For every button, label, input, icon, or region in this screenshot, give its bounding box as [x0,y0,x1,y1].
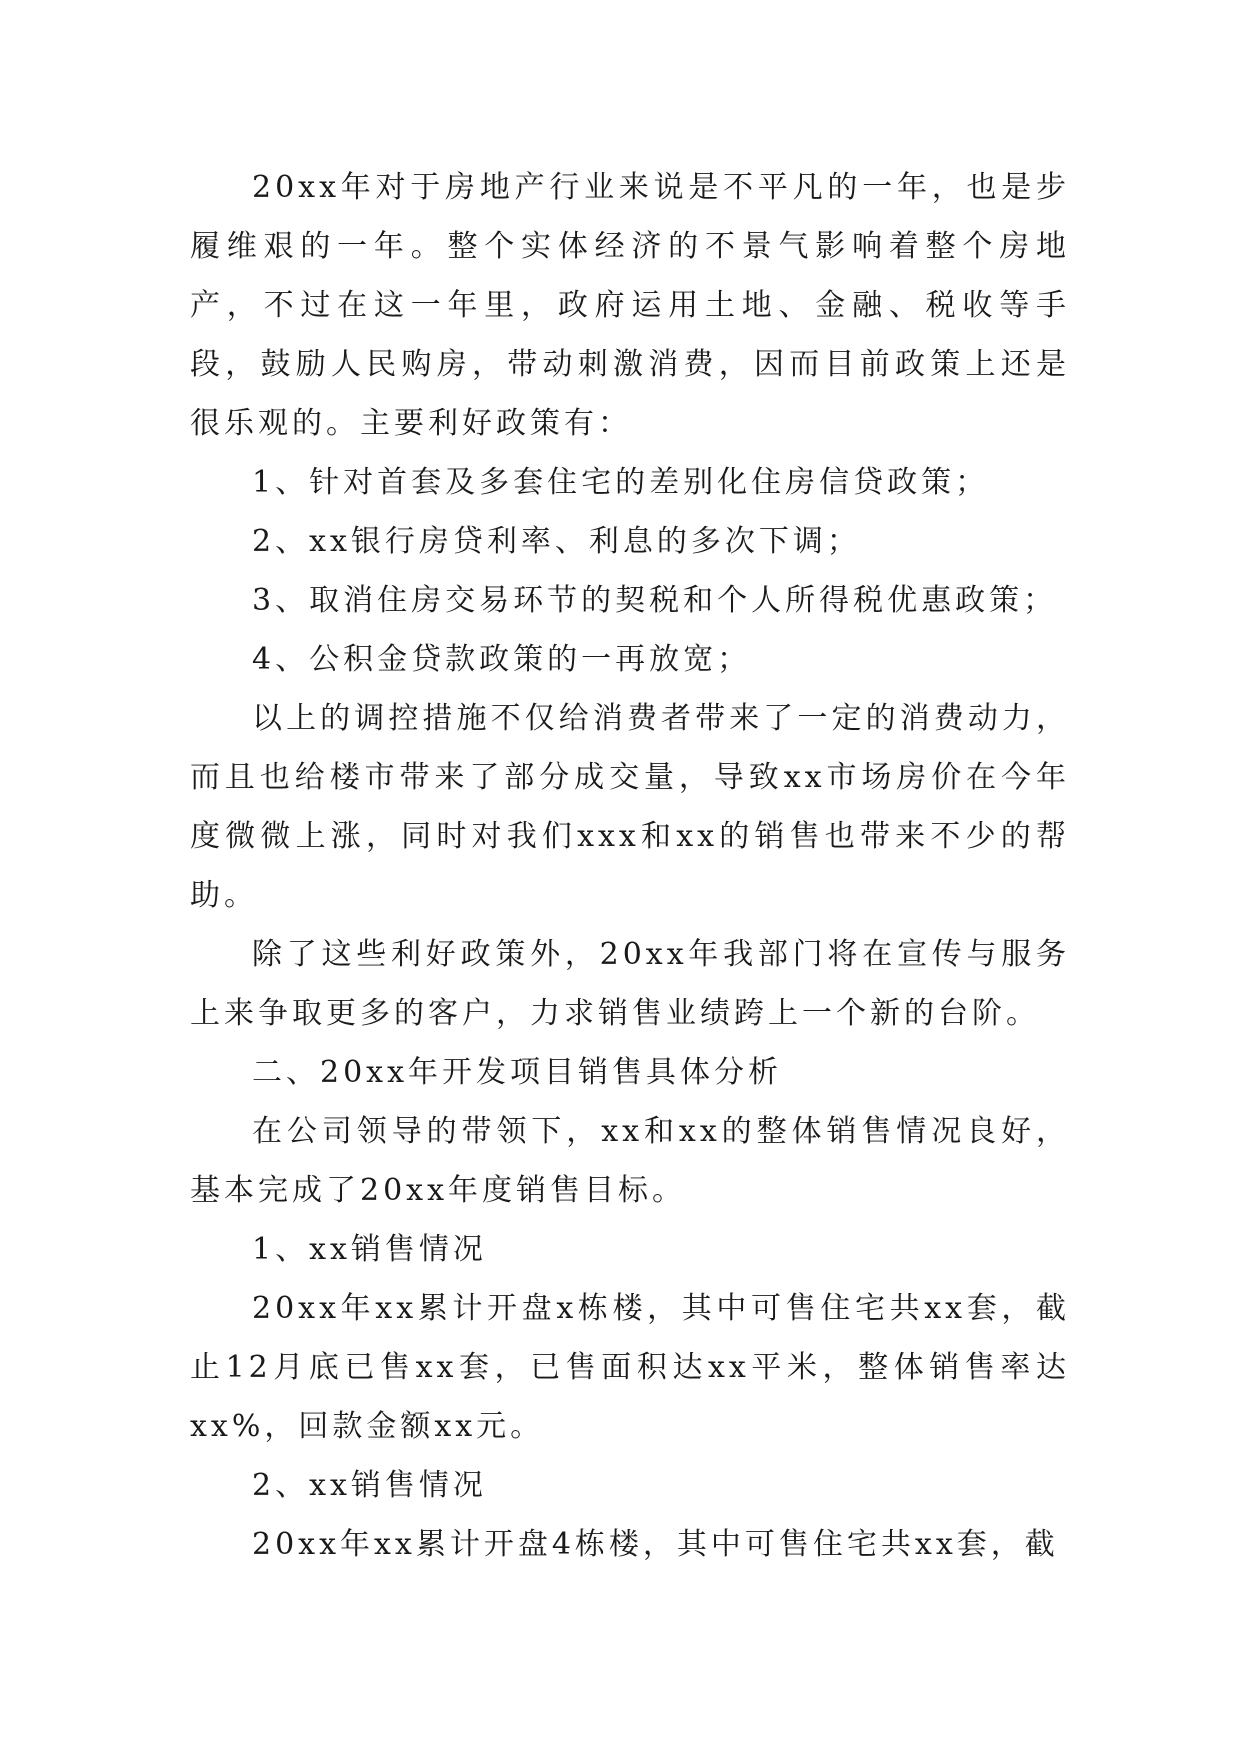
paragraph-summary: 在公司领导的带领下，xx和xx的整体销售情况良好，基本完成了20xx年度销售目标。 [190,1114,1070,1208]
subheading-sales-1: 1、xx销售情况 [252,1232,487,1267]
policy-item-4: 4、公积金贷款政策的一再放宽； [252,642,752,677]
paragraph-outlook: 除了这些利好政策外，20xx年我部门将在宣传与服务上来争取更多的客户，力求销售业绩跨上一个新的台阶。 [190,937,1070,1031]
policy-item-2: 2、xx银行房贷利率、利息的多次下调； [252,524,861,559]
paragraph-sales-2: 20xx年xx累计开盘4栋楼，其中可售住宅共xx套，截 [252,1527,1059,1562]
document-body [190,158,1070,1574]
policy-item-1: 1、针对首套及多套住宅的差别化住房信贷政策； [252,465,990,500]
subheading-sales-2: 2、xx销售情况 [252,1468,487,1503]
paragraph-effects: 以上的调控措施不仅给消费者带来了一定的消费动力，而且也给楼市带来了部分成交量，导致xx市场房价在今年度微微上涨，同时对我们xxx和xx的销售也带来不少的帮助。 [190,701,1070,913]
policy-item-3: 3、取消住房交易环节的契税和个人所得税优惠政策； [252,583,1058,618]
section-heading-2: 二、20xx年开发项目销售具体分析 [252,1055,783,1090]
paragraph-intro: 20xx年对于房地产行业来说是不平凡的一年，也是步履维艰的一年。整个实体经济的不景气影响着整个房地产，不过在这一年里，政府运用土地、金融、税收等手段，鼓励人民购房，带动刺激消费，因而目前政策上还是很乐观的。主要利好政策有： [190,170,1070,441]
paragraph-sales-1: 20xx年xx累计开盘x栋楼，其中可售住宅共xx套，截止12月底已售xx套，已售面积达xx平米，整体销售率达xx%，回款金额xx元。 [190,1291,1070,1444]
